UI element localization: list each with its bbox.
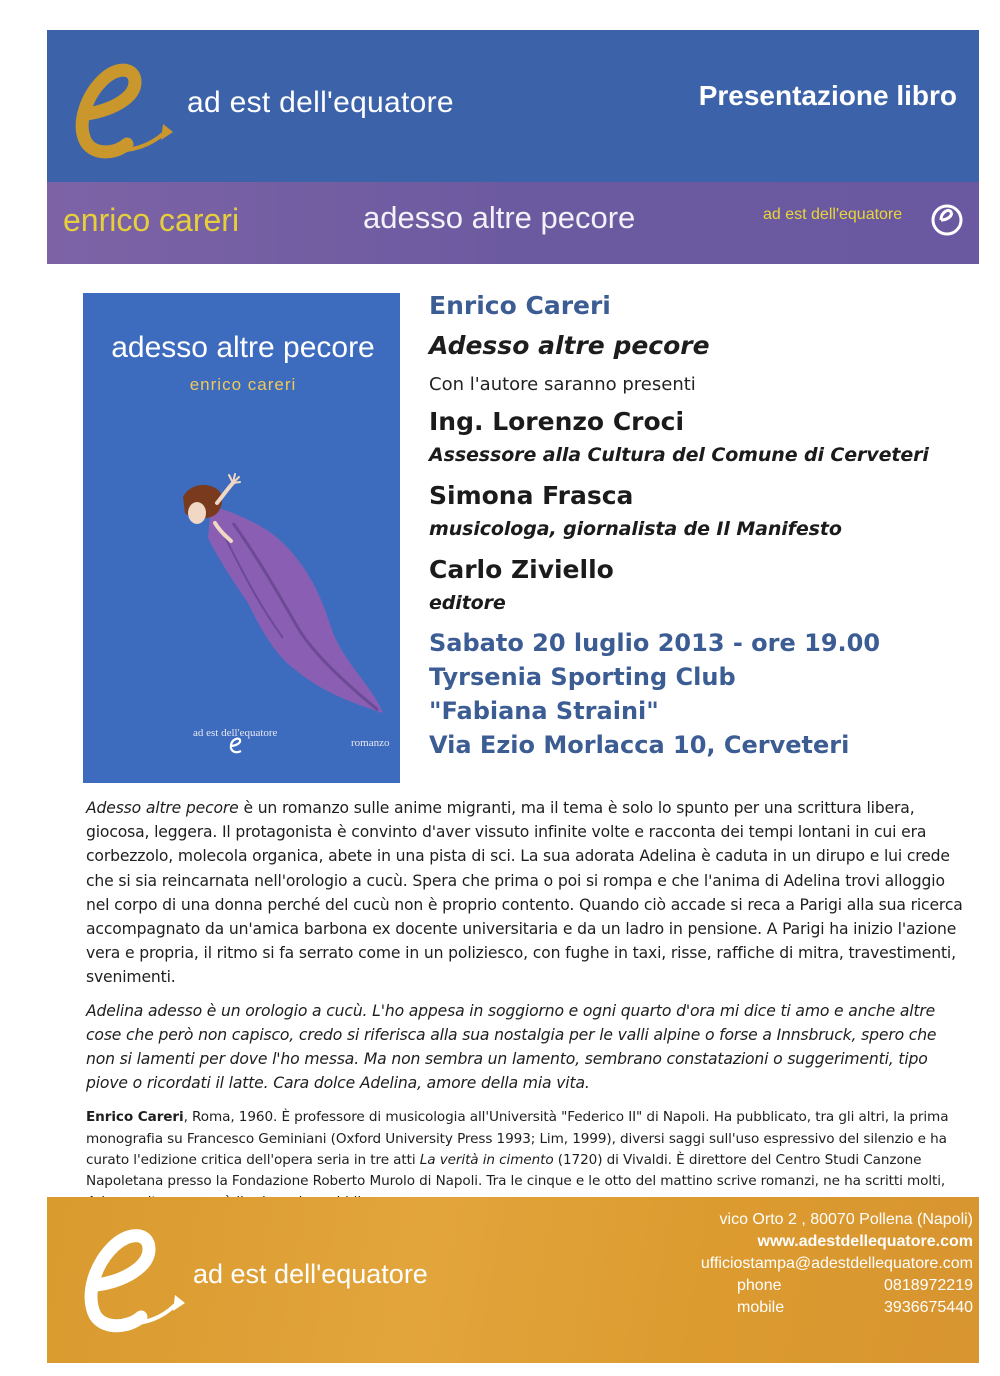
footer-contacts (607, 1209, 973, 1319)
bio-text: (1720) di Vivaldi. È direttore del Centro Studi Canzone Napoletana presso la Fondazione Roberto Murolo di Napoli. Tra le cinque e le otto del mattino scrive romanzi, ne ha scritti molti, (86, 1151, 946, 1190)
contact-website-link[interactable]: www.adestdellequatore.com (757, 1233, 973, 1250)
event-venue: Tyrsenia Sporting Club (429, 663, 736, 691)
guest-role: musicologa, giornalista de Il Manifesto (429, 518, 842, 540)
event-date: Sabato 20 luglio 2013 - ore 19.00 (429, 629, 881, 657)
guest-name: Carlo Ziviello (429, 555, 614, 584)
bio-author-name: Enrico Careri (86, 1109, 184, 1126)
guest-role: Assessore alla Cultura del Comune di Cerveteri (429, 444, 929, 466)
event-address: Via Ezio Morlacca 10, Cerveteri (429, 731, 850, 759)
book-description (86, 796, 964, 1213)
brand-name: ad est dell'equatore (187, 86, 454, 119)
cover-publisher: ad est dell'equatore (193, 727, 278, 739)
cover-title: adesso altre pecore (111, 331, 375, 364)
event-author: Enrico Careri (429, 291, 611, 320)
phone-label: phone (737, 1277, 782, 1294)
cover-illustration-flying-woman (83, 463, 400, 723)
phone-number: 0818972219 (884, 1277, 973, 1294)
footer-logo-e-icon (69, 1219, 189, 1344)
synopsis-book-title: Adesso altre pecore (86, 799, 239, 817)
footer-brand-name: ad est dell'equatore (193, 1259, 428, 1289)
synopsis-text: è un romanzo sulle anime migranti, ma il tema è solo lo spunto per una scrittura libera, giocosa, leggera. Il protagonista è convinto d'aver vissuto infinite volte e racconta dei tempi lontani in cui era corbezzolo, molecola organica, abete in una pista di sci. La sua adorata Adelina è caduta in un dirupo e lui crede che si sia reincarnata nell'orologio a cucù. Spera che prima o poi si rompa e che l'anima di Adelina trovi alloggio nel corpo di una donna perché del cucù non è proprio contento. Quando ciò accade si reca a Parigi alla sua ricerca accompagnato da un'amica barbona ex docente universitaria e da un ladro in pensione. A Parigi ha inizio l'azione vera e propria, il ritmo si fa serrato come in un poliziesco, con fughe in taxi, risse, raffiche di mitra, travestimenti, svenimenti. (86, 799, 963, 987)
mini-logo-e-icon (927, 198, 967, 238)
band-author-name: enrico careri (63, 202, 240, 238)
footer-banner (47, 1197, 979, 1363)
guest-role: editore (429, 592, 506, 614)
event-venue-sub: "Fabiana Straini" (429, 697, 659, 725)
guest-name: Ing. Lorenzo Croci (429, 407, 685, 436)
event-info (429, 288, 989, 762)
excerpt-paragraph: Adelina adesso è un orologio a cucù. L'ho appesa in soggiorno e ogni quarto d'ora mi dice ti amo e anche altre cose che però non capisco, credo si riferisca alla sua nostalgia per le valli alpine o forse a Innsbruck, spero che non si lamenti per dove l'ho messa. Ma non sembra un lamento, sembrano constatazioni o suggerimenti, tipo piove o ricordati il latte. Cara dolce Adelina, amore della mia vita. (86, 1001, 937, 1093)
cover-author: enrico careri (189, 375, 297, 394)
book-cover (83, 293, 400, 783)
band-publisher-name: ad est dell'equatore (763, 206, 903, 223)
header-event-type: Presentazione libro (698, 80, 957, 111)
event-book-title: Adesso altre pecore (429, 331, 710, 360)
contact-mobile-row (607, 1297, 973, 1319)
contact-phone-row (607, 1275, 973, 1297)
contact-email-link[interactable]: ufficiostampa@adestdellequatore.com (700, 1255, 973, 1272)
band-book-title: adesso altre pecore (363, 200, 636, 235)
cover-logo-e-icon (225, 735, 247, 757)
mobile-number: 3936675440 (884, 1299, 973, 1316)
cover-genre: romanzo (351, 737, 390, 749)
mobile-label: mobile (737, 1299, 785, 1316)
synopsis-paragraph (86, 796, 964, 990)
bio-opera-title: La verità in cimento (419, 1151, 554, 1168)
guest-name: Simona Frasca (429, 481, 634, 510)
contact-address: vico Orto 2 , 80070 Pollena (Napoli) (719, 1211, 973, 1228)
event-intro: Con l'autore saranno presenti (429, 374, 696, 395)
publisher-logo-e-icon (57, 52, 177, 172)
bio-text: , Roma, 1960. È professore di musicologia all'Università "Federico II" di Napoli. Ha pubblicato, tra gli altri, la prima monografia su Francesco Geminiani (Oxford University Press 1993; Lim, 1999), diversi saggi sull'uso espressivo del silenzio e ha curato l'edizione critica dell'opera seria in tre atti (86, 1109, 949, 1168)
header-banner (47, 30, 979, 264)
